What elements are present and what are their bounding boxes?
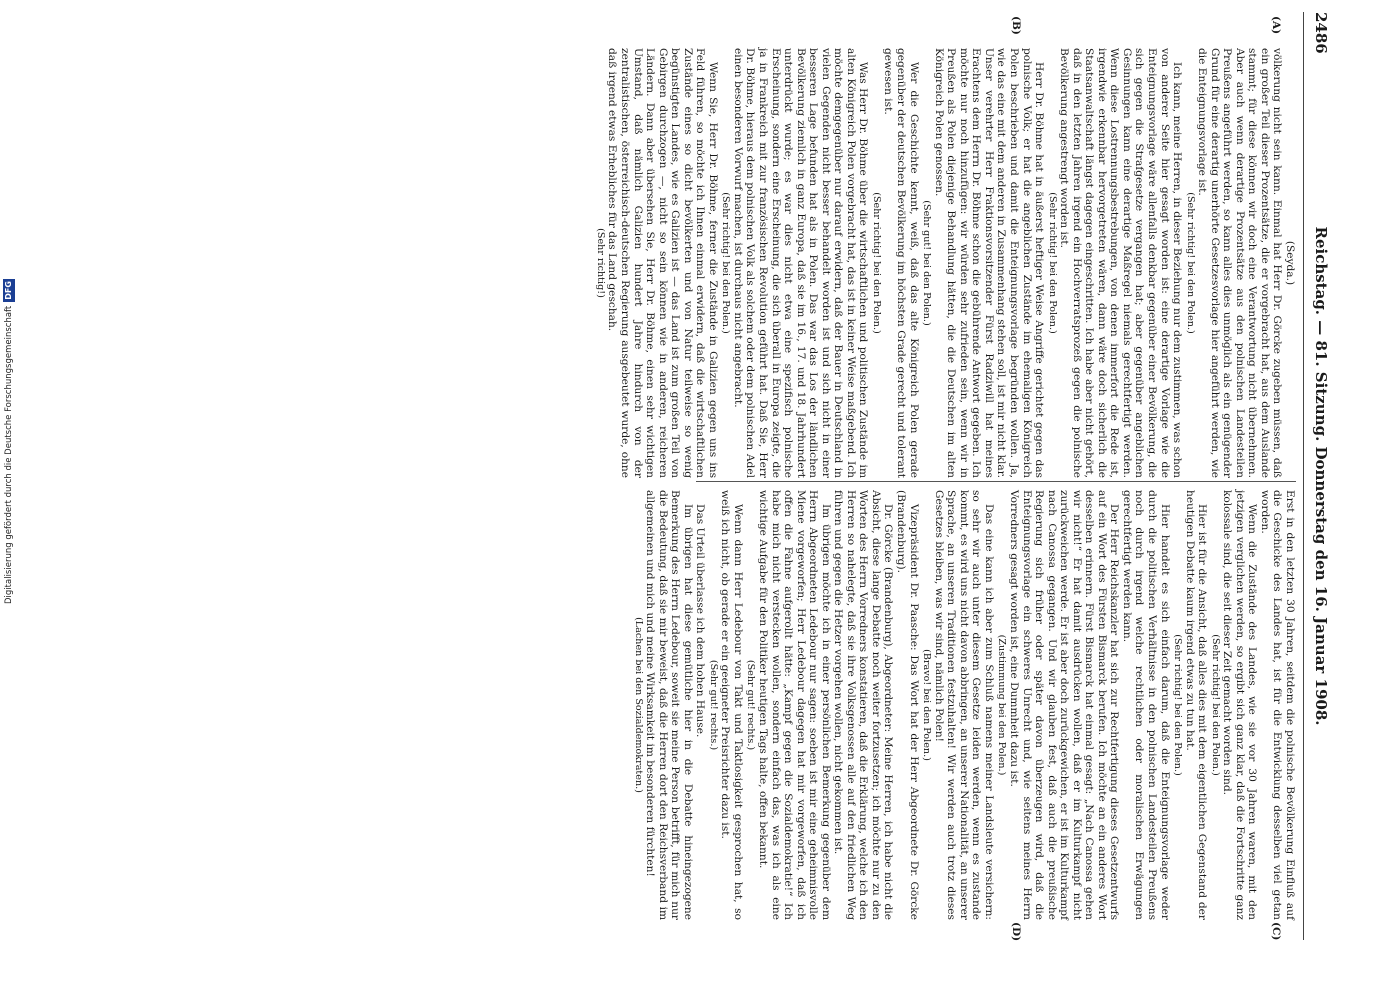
page-number: 2486: [1312, 12, 1330, 54]
interjection: (Sehr gut! bei den Polen.): [921, 200, 933, 326]
interjection: (Sehr richtig! bei den Polen.): [1046, 192, 1058, 334]
paragraph: Das Urteil überlasse ich dem hohen Hause.: [694, 504, 707, 738]
paragraph: Was Herr Dr. Böhme über die wirtschaftlichen und politischen Zustände im alten Königreich Polen vorgebracht hat, das ist in keiner Weise maßgebend. Ich möchte demgegenüber nur darauf erwidern, daß der Bauer in Deutschland in vielen Gegenden nicht besser behandelt worden ist und sich nicht in einer besseren Lage befunden hat als in Polen. Das war das Los der ländlichen Bevölkerung ziemlich in ganz Europa, daß sie im 16., 17. und 18. Jahrhundert unterdrückt wurde; es war dies nicht etwa eine spezifisch polnische Erscheinung, sondern eine Erscheinung, die sich überall in Europa zeigte, die ja in Frankreich mit zur französischen Revolution geführt hat. Daß Sie, Herr Dr. Böhme, hieraus dem polnischen Volk als solchem oder dem polnischen Adel einen besonderen Vorwurf machen, ist durchaus nicht angebracht.: [731, 48, 870, 478]
paragraph: Das eine kann ich aber zum Schluß namens meiner Landsleute versichern: so sehr wir auch unter diesem Gesetze leiden werden, wenn es zustande kommt, es wird uns nicht davon abbringen, an unserer Nationalität, an unserer Sprache, an unseren Traditionen festzuhalten! Wir werden auch trotz dieses Gesetzes bleiben, was wir sind, nämlich Polen!: [932, 490, 995, 920]
digitization-credit: [3, 204, 21, 604]
margin-marker-d: (D): [1010, 922, 1022, 942]
paragraph: Dr. Görcke (Brandenburg), Abgeordneter: Meine Herren, ich habe nicht die Absicht, diese lange Debatte noch weiter fortzusetzen; ich möchte nur zu den Worten des Herrn Vorredners konstatieren, daß die Erklärung, welche ich den Herren so nahelegte, daß sie ihre Volksgenossen alle auf den friedlichen Weg führen und gegen die Hetzer vorgehen wollen, nicht gekommen ist.: [832, 490, 895, 920]
interjection: (Sehr richtig! bei den Polen.): [1184, 192, 1196, 334]
interjection: (Sehr richtig!): [594, 228, 606, 298]
paragraph: völkerung nicht sein kann. Einmal hat Herr Dr. Görcke zugeben müssen, daß ein großer Teil dieser Prozentsätze, die er vorgebracht hat, aus dem Auslande stammt; für diese können wir doch eine Verantwortung nicht übernehmen. Aber auch wenn derartige Prozentsätze aus den polnischen Landesteilen Preußens angeführt werden, so kann alles dies unmöglich als ein genügender Grund für eine derartig unerhörte Gesetzesvorlage hier angeführt werden, wie die Enteignungsvorlage ist.: [1196, 48, 1284, 478]
interjection: (Sehr gut! rechts.): [707, 659, 719, 751]
paragraph: Herr Dr. Böhme hat in äußerst heftiger Weise Angriffe gerichtet gegen das polnische Volk; er hat die angeblichen Zustände im ehemaligen Königreich Polen beschrieben und damit die Enteignungsvorlage begründen wollen. Ja, wie das eine mit dem anderen in Zusammenhang stehen soll, ist mir nicht klar. Unser verehrter Herr Fraktionsvorsitzender Fürst Radziwill hat meines Erachtens dem Herrn Dr. Böhme schon die gebührende Antwort gegeben. Ich möchte nur noch hinzufügen: wir würden sehr zufrieden sein, wenn wir in Preußen als Polen diejenige Behandlung hätten, die die Deutschen im alten Königreich Polen genossen.: [932, 48, 1046, 478]
speaker-name: (Seyda.): [1284, 240, 1296, 286]
paragraph: Wenn dann Herr Ledebour von Takt und Taktlosigkeit gesprochen hat, so weiß ich nicht, ob gerade er ein geeigneter Preisrichter dazu ist.: [719, 490, 744, 920]
session-title: Reichstag. — 81. Sitzung. Donnerstag den 16. Januar 1908.: [1312, 226, 1330, 726]
interjection: (Sehr richtig! bei den Polen.): [870, 192, 882, 334]
margin-marker-c: (C): [1270, 922, 1282, 941]
dfg-logo: DFG: [4, 281, 13, 300]
paragraph: Hier handelt es sich einfach darum, daß die Enteignungsvorlage weder durch die politischen Verhältnisse in den polnischen Landesteilen Preußens noch durch irgend welche rechtlichen oder moralischen Erwägungen gerechtfertigt werden kann.: [1120, 490, 1171, 920]
interjection: (Sehr gut! rechts.): [745, 659, 757, 751]
interjection: (Bravo! bei den Polen.): [921, 649, 933, 761]
rotated-page-content: [0, 12, 1340, 940]
paragraph: Wer die Geschichte kennt, weiß, daß das alte Königreich Polen gerade gegenüber der deutschen Bevölkerung im höchsten Grade gerecht und tolerant gewesen ist.: [882, 48, 920, 478]
page-header: [1306, 12, 1330, 940]
paragraph: Hier ist für die Ansicht, daß alles dies mit dem eigentlichen Gegenstand der heutigen Debatte kaum irgend etwas zu tun hat.: [1183, 490, 1209, 920]
paragraph: Wenn Sie, Herr Dr. Böhme, ferner die Zustände in Galizien gegen uns ins Feld führen, so möchte ich Ihnen einmal erwidern, daß die wirtschaftlichen Zustände eines so dicht bevölkerten und von Natur teilweise so wenig begünstigten Landes, wie es Galizien ist — das Land ist zum großen Teil von Gebirgen durchzogen —, nicht so sein können wie in anderen, reicheren Ländern. Dann aber übersehen Sie, Herr Dr. Böhme, einen sehr wichtigen Umstand, daß nämlich Galizien hundert Jahre hindurch von der zentralistischen, österreichisch-deutschen Regierung ausgebeutet wurde, ohne daß irgend etwas Erhebliches für das Land geschah.: [606, 48, 719, 478]
paragraph: Im übrigen möchte ich in einer persönlichen Bemerkung gegenüber dem Herrn Abgeordneten Ledebour nur sagen: soeben ist mir eine geheimnisvolle Miene vorgeworfen; Herr Ledebour dagegen hat mir vorgeworfen, daß ich offen die Fahne aufgerollt hätte: „Kampf gegen die Sozialdemokratie!“ Ich habe mich nicht verstecken wollen, sondern einfach das, was ich als eine wichtige Aufgabe für den Politiker heutigen Tags halte, offen bekannt.: [757, 490, 832, 920]
interjection: (Zustimmung bei den Polen.): [996, 634, 1008, 776]
interjection: (Sehr richtig! bei den Polen.): [720, 192, 732, 334]
margin-marker-a: (A): [1270, 16, 1282, 35]
margin-marker-b: (B): [1010, 16, 1022, 35]
interjection: (Lachen bei den Sozialdemokraten.): [632, 617, 644, 793]
paragraph: Vizepräsident Dr. Paasche: Das Wort hat der Herr Abgeordnete Dr. Görcke (Brandenburg).: [895, 490, 920, 920]
paragraph: Ich kann, meine Herren, in dieser Beziehung nur dem zustimmen, was schon von anderer Seite hier gesagt worden ist: eine derartige Vorlage wie die Enteignungsvorlage wäre allenfalls denkbar gegenüber einer Bevölkerung, die sich gegen die Strafgesetze vergangen hat; aber gegenüber angeblichen Gesinnungen kann eine derartige Maßregel niemals gerechtfertigt werden. Wenn diese Lostrennungsbestrebungen, von denen immerfort die Rede ist, irgendwie erkennbar hervorgetreten wären, dann wäre doch sicherlich die Staatsanwaltschaft längst dagegen eingeschritten. Ich habe aber nicht gehört, daß in den letzten Jahren irgend ein Hochverratsprozeß gegen die polnische Bevölkerung angestrengt worden ist.: [1058, 48, 1184, 478]
right-column: [632, 490, 1296, 920]
paragraph: Der Herr Reichskanzler hat sich zur Rechtfertigung dieses Gesetzentwurfs auf ein Wort des Fürsten Bismarck berufen. Ich möchte an ein anderes Wort desselben erinnern. Fürst Bismarck hat einmal gesagt: „Nach Canossa gehen wir nicht!“ Er hat damit ausdrücken wollen, daß er im Kulturkampf nicht zurückweichen werde. Er ist aber doch zurückgewichen, er ist im Kulturkampf nach Canossa gegangen. Und wir glauben fest, daß auch die preußische Regierung sich früher oder später davon überzeugen wird, daß die Enteignungsvorlage ein schweres Unrecht und, wie seitens meines Herrn Vorredners gesagt worden ist, eine Dummheit dazu ist.: [1007, 490, 1121, 920]
paragraph: Wenn die Zustände des Landes, wie sie vor 30 Jahren waren, mit den jetzigen verglichen werden, so ergibt sich ganz klar, daß die Fortschritte ganz kolossale sind, die seit dieser Zeit gemacht worden sind.: [1221, 490, 1259, 920]
interjection: (Sehr richtig! bei den Polen.): [1172, 634, 1184, 776]
column-divider: [696, 481, 1296, 482]
header-rule: [1303, 12, 1304, 940]
credit-text: Digitalisierung gefördert durch die Deutsche Forschungsgemeinschaft: [4, 305, 14, 604]
paragraph: Im übrigen hat diese gemütliche hier in die Debatte hineingezogene Bemerkung des Herrn Ledebour, soweit sie meine Person betrifft, für mich nur die Bedeutung, daß sie mir beweist, daß die Herren dort den Reichsverband im allgemeinen und mich und meine Wirksamkeit im besonderen fürchten!: [644, 490, 694, 920]
left-column: [594, 48, 1296, 478]
interjection: (Sehr richtig! bei den Polen.): [1209, 634, 1221, 776]
paragraph: Erst in den letzten 30 Jahren, seitdem die polnische Bevölkerung Einfluß auf die Geschicke des Landes hat, ist für die Entwicklung desselben viel getan worden.: [1258, 490, 1296, 920]
